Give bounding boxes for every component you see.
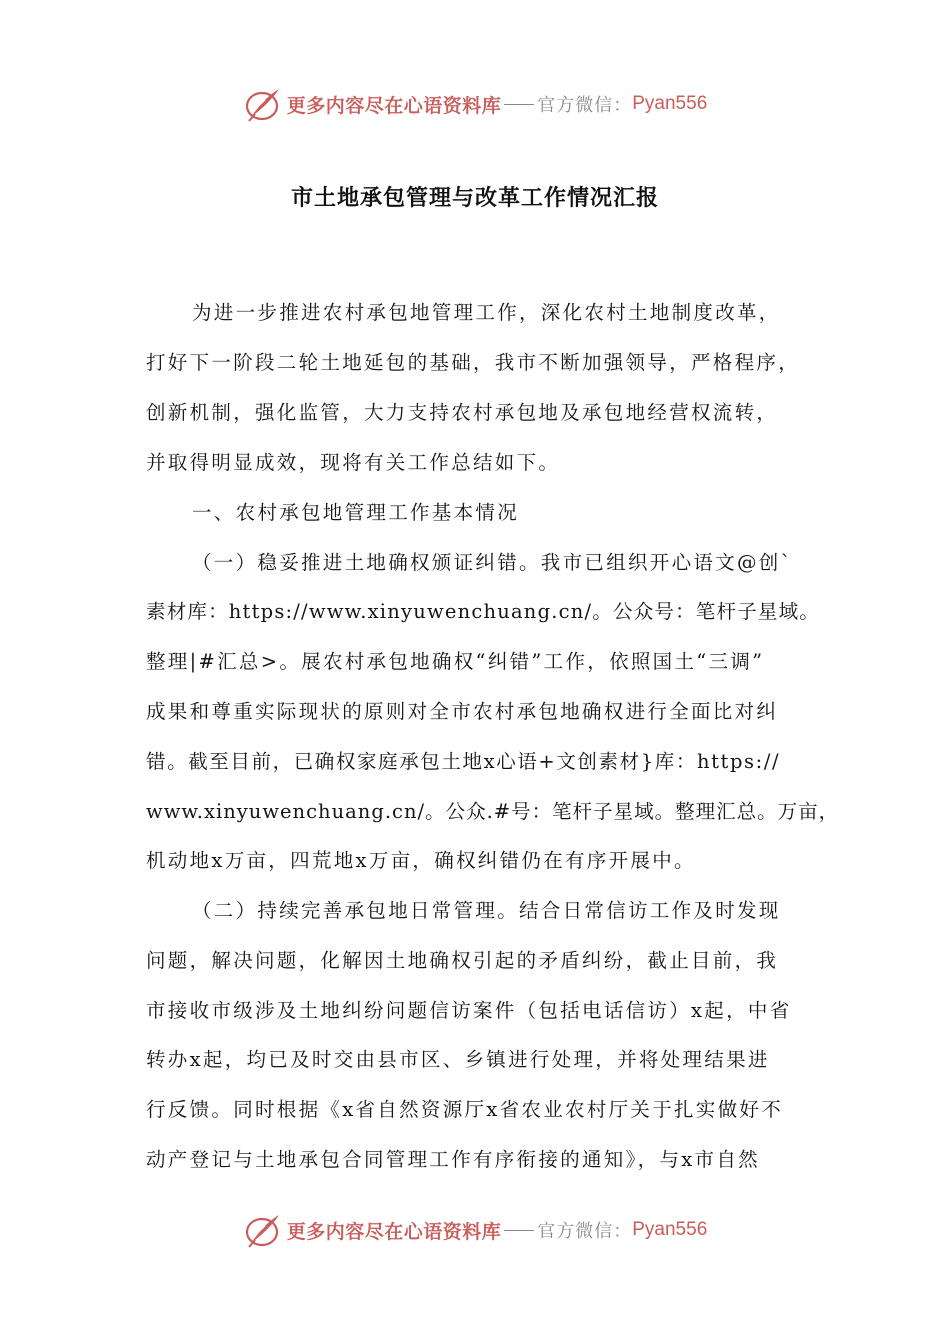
- paragraph-line: （一）稳妥推进土地确权颁证纠错。我市已组织开心语文@创`: [192, 551, 793, 574]
- paragraph-line: 素材库：https://www.xinyuwenchuang.cn/。公众号：笔杆子星域。: [146, 600, 821, 623]
- quill-logo-icon: [243, 1210, 283, 1250]
- header-banner: [0, 84, 950, 124]
- banner-code-text: Pyan556: [632, 1219, 708, 1240]
- paragraph-line: 整理|#汇总>。展农村承包地确权“纠错”工作，依照国土“三调”: [146, 650, 765, 673]
- paragraph-line: 成果和尊重实际现状的原则对全市农村承包地确权进行全面比对纠: [146, 700, 779, 723]
- quill-logo-icon: [243, 84, 283, 124]
- banner-dash: [504, 104, 534, 105]
- banner-sub-text: 官方微信：: [537, 1221, 633, 1242]
- document-title: 市土地承包管理与改革工作情况汇报: [290, 185, 659, 211]
- paragraph-line: 动产登记与土地承包合同管理工作有序衔接的通知》，与x市自然: [146, 1148, 760, 1171]
- paragraph-line: 转办x起，均已及时交由县市区、乡镇进行处理，并将处理结果进: [146, 1048, 770, 1071]
- footer-banner: [0, 1210, 950, 1250]
- paragraph-line: 行反馈。同时根据《x省自然资源厅x省农业农村厅关于扎实做好不: [146, 1098, 783, 1121]
- paragraph-line: 为进一步推进农村承包地管理工作，深化农村土地制度改革，: [192, 301, 781, 324]
- paragraph-line: 市接收市级涉及土地纠纷问题信访案件（包括电话信访）x起，中省: [146, 999, 792, 1022]
- paragraph-line: 创新机制，强化监管，大力支持农村承包地及承包地经营权流转，: [146, 401, 779, 424]
- banner-sub-text: 官方微信：: [537, 95, 633, 116]
- paragraph-line: www.xinyuwenchuang.cn/。公众.#号：笔杆子星域。整理汇总。万亩，: [146, 800, 840, 823]
- paragraph-line: （二）持续完善承包地日常管理。结合日常信访工作及时发现: [192, 899, 781, 922]
- banner-code-text: Pyan556: [632, 93, 708, 114]
- banner-dash: [504, 1230, 534, 1231]
- paragraph-line: 并取得明显成效，现将有关工作总结如下。: [146, 451, 561, 474]
- banner-main-text: 更多内容尽在心语资料库: [286, 1220, 502, 1243]
- paragraph-line: 机动地x万亩，四荒地x万亩，确权纠错仍在有序开展中。: [146, 849, 696, 872]
- banner-main-text: 更多内容尽在心语资料库: [286, 94, 502, 117]
- paragraph-line: 错。截至目前，已确权家庭承包土地x心语+文创素材}库：https://: [146, 750, 781, 773]
- paragraph-line: 打好下一阶段二轮土地延包的基础，我市不断加强领导，严格程序，: [146, 351, 801, 374]
- section-heading: 一、农村承包地管理工作基本情况: [192, 501, 520, 524]
- paragraph-line: 问题，解决问题，化解因土地确权引起的矛盾纠纷，截止目前，我: [146, 949, 779, 972]
